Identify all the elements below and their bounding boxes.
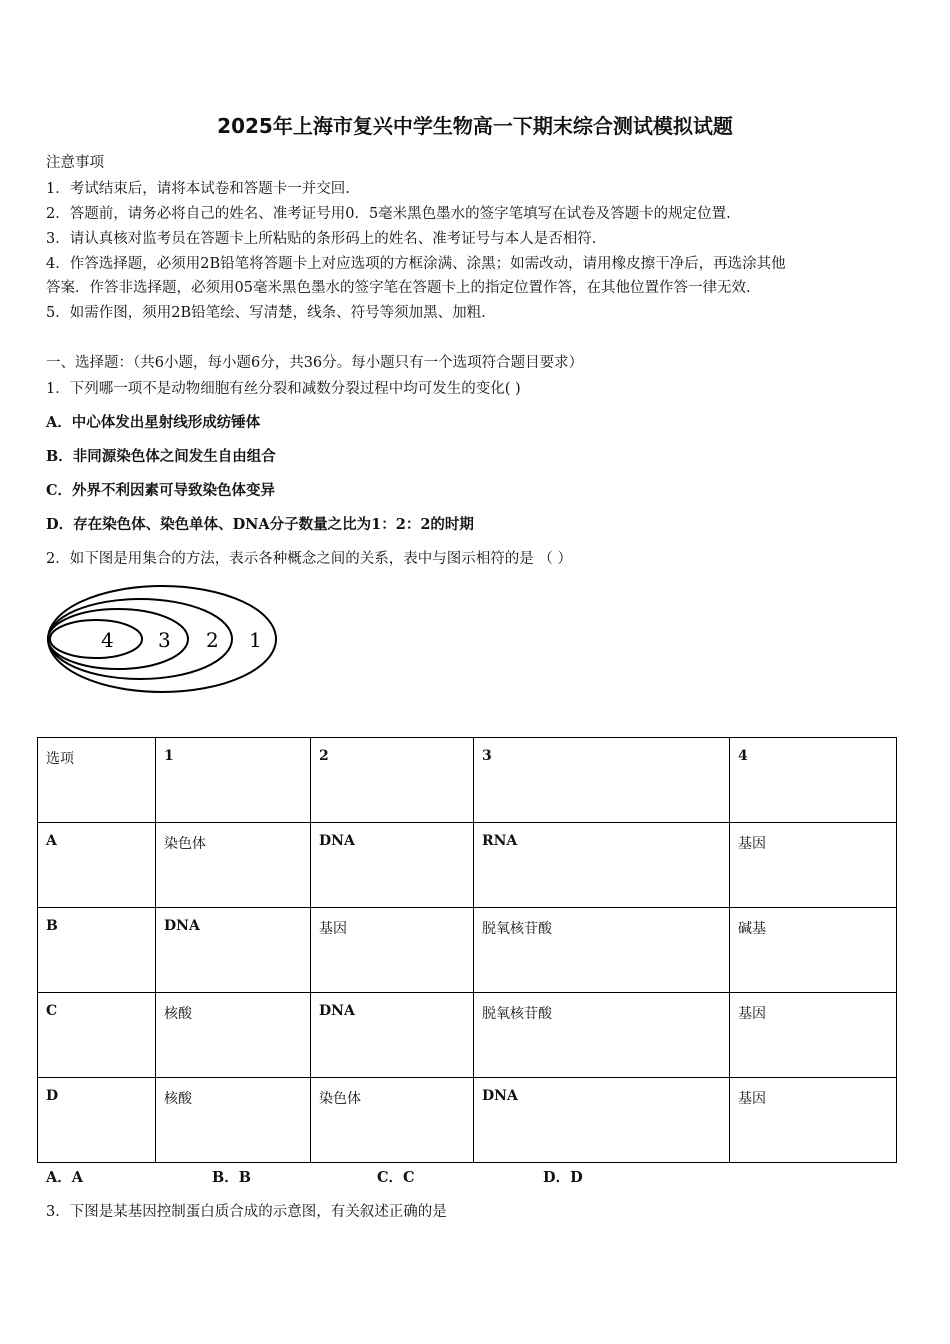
answer-choice-b: B．B [212, 1169, 252, 1186]
table-row [38, 993, 897, 1078]
table-cell: B [38, 908, 156, 993]
table-cell: D [38, 1078, 156, 1163]
table-cell: C [38, 993, 156, 1078]
question-1-option-c: C．外界不利因素可导致染色体变异 [46, 482, 276, 499]
question-1-option-b: B．非同源染色体之间发生自由组合 [46, 448, 276, 465]
notice-item: 2．答题前，请务必将自己的姓名、准考证号用0．5毫米黑色墨水的签字笔填写在试卷及答题卡的规定位置. [46, 206, 731, 222]
question-1-stem: 1．下列哪一项不是动物细胞有丝分裂和减数分裂过程中均可发生的变化( ) [46, 381, 521, 397]
table-cell: 核酸 [156, 993, 311, 1078]
diagram-label: 1 [249, 628, 262, 652]
question-3-stem: 3．下图是某基因控制蛋白质合成的示意图，有关叙述正确的是 [46, 1204, 447, 1220]
table-cell: DNA [311, 823, 474, 908]
table-cell: 1 [156, 738, 311, 823]
nested-set-diagram [44, 577, 284, 697]
table-row [38, 1078, 897, 1163]
diagram-label: 4 [101, 628, 114, 652]
table-cell: 染色体 [156, 823, 311, 908]
table-cell: DNA [156, 908, 311, 993]
table-cell: 脱氧核苷酸 [474, 993, 730, 1078]
table-cell: 脱氧核苷酸 [474, 908, 730, 993]
table-cell: 染色体 [311, 1078, 474, 1163]
table-cell: 基因 [311, 908, 474, 993]
table-cell: 基因 [730, 1078, 897, 1163]
notice-item: 3．请认真核对监考员在答题卡上所粘贴的条形码上的姓名、准考证号与本人是否相符. [46, 231, 597, 247]
answer-choice-c: C．C [377, 1169, 415, 1186]
notice-item: 答案．作答非选择题，必须用05毫米黑色墨水的签字笔在答题卡上的指定位置作答，在其他位置作答一律无效. [46, 280, 751, 296]
table-cell: DNA [311, 993, 474, 1078]
table-cell: 4 [730, 738, 897, 823]
set-ellipse-4 [50, 620, 142, 658]
table-cell: 核酸 [156, 1078, 311, 1163]
notice-heading: 注意事项 [46, 155, 104, 171]
table-cell: A [38, 823, 156, 908]
table-cell: 基因 [730, 823, 897, 908]
diagram-label: 3 [158, 628, 171, 652]
table-cell: 基因 [730, 993, 897, 1078]
table-header-row [38, 738, 897, 823]
table-row [38, 823, 897, 908]
question-1-option-a: A．中心体发出星射线形成纺锤体 [46, 414, 261, 431]
table-row [38, 908, 897, 993]
table-cell: 选项 [38, 738, 156, 823]
question-2-stem: 2．如下图是用集合的方法，表示各种概念之间的关系，表中与图示相符的是 （ ） [46, 551, 572, 567]
question-1-option-d: D．存在染色体、染色单体、DNA分子数量之比为1：2：2的时期 [46, 516, 474, 533]
table-cell: 碱基 [730, 908, 897, 993]
table-cell: 2 [311, 738, 474, 823]
table-cell: DNA [474, 1078, 730, 1163]
table-cell: RNA [474, 823, 730, 908]
options-table [37, 737, 897, 1163]
notice-item: 1．考试结束后，请将本试卷和答题卡一并交回. [46, 181, 350, 197]
section-heading: 一、选择题：（共6小题，每小题6分，共36分。每小题只有一个选项符合题目要求） [46, 355, 584, 371]
notice-item: 4．作答选择题，必须用2B铅笔将答题卡上对应选项的方框涂满、涂黑；如需改动，请用橡皮擦干净后，再选涂其他 [46, 256, 786, 272]
answer-choice-d: D．D [543, 1169, 583, 1186]
notice-item: 5．如需作图，须用2B铅笔绘、写清楚，线条、符号等须加黑、加粗. [46, 305, 486, 321]
answer-choice-a: A．A [46, 1169, 84, 1186]
diagram-label: 2 [206, 628, 219, 652]
page-title: 2025年上海市复兴中学生物高一下期末综合测试模拟试题 [217, 114, 733, 138]
table-cell: 3 [474, 738, 730, 823]
